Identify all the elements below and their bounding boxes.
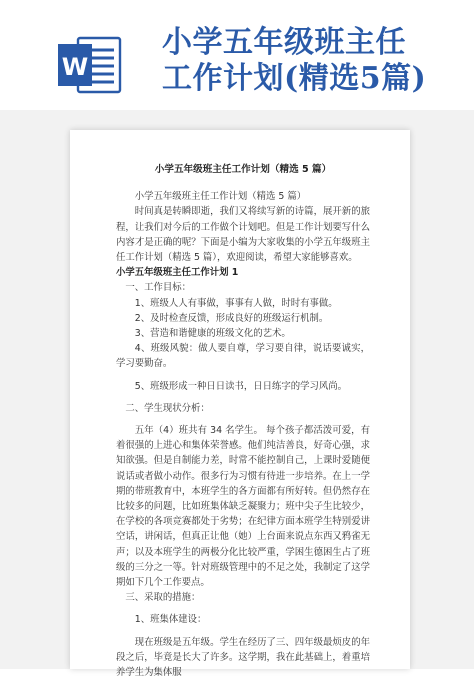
section-heading: 小学五年级班主任工作计划 1 <box>116 267 239 279</box>
document-paragraph: 2、及时检查反馈，形成良好的班级运行机制。 <box>134 312 329 324</box>
banner-title-line-2: 工作计划(精选5篇) <box>162 61 427 96</box>
document-paragraph: 3、营造和谐健康的班级文化的艺术。 <box>134 328 291 340</box>
document-paragraph: 五年（4）班共有 34 名学生。 每个孩子都活泼可爱，有着很强的上进心和集体荣誉感。他们纯洁善良，好奇心强，求知欲强。但是自制能力差，时常不能控制自己，上课时爱随便说话或者做小动作。很多行为习惯有待进一步培养。在上一学期的带班教育中，本班学生的各方面都有所好转。但仍然存在比较多的问题，比如班集体缺乏凝聚力；班中尖子生比较少，在学校的各项竞赛都处于劣势；在纪律方面本班学生特别爱讲空话，讲闲话，但真正让他（她）上台面来说点东西又鸦雀无声；以及本班学生的两极分化比较严重，学困生德困生占了班级的三分之一等。针对班级管理中的不足之处，我制定了这学期如下几个工作要点。 <box>116 425 370 589</box>
document-paragraph: 1、班集体建设： <box>134 614 207 626</box>
banner-title-line-1: 小学五年级班主任 <box>162 25 406 60</box>
document-paragraph: 5、班级形成一种日日读书，日日练字的学习风尚。 <box>134 380 348 392</box>
document-page <box>70 130 410 679</box>
document-paragraph: 4、班级风貌：做人要自尊，学习要自律，说话要诚实，学习要勤奋。 <box>116 343 370 370</box>
document-paragraph: 二、学生现状分析： <box>125 402 210 414</box>
svg-text:W: W <box>61 53 89 81</box>
document-paragraph: 现在班级是五年级。学生在经历了三、四年级最烦皮的年段之后，毕竟是长大了许多。这学期，我在此基础上，着重培养学生为集体服 <box>116 636 370 679</box>
document-paragraph: 小学五年级班主任工作计划（精选 5 篇） <box>134 191 307 203</box>
document-paragraph: 一、工作目标： <box>125 282 192 294</box>
document-paragraph: 三、采取的措施： <box>125 592 201 604</box>
header-banner <box>0 0 474 110</box>
document-paragraph: 时间真是转瞬即逝，我们又将续写新的诗篇，展开新的旅程，让我们对今后的工作做个计划吧。但是工作计划要写什么内容才是正确的呢？下面是小编为大家收集的小学五年级班主任工作计划（精选 5 篇），欢迎阅读，希望大家能够喜欢。 <box>116 206 370 264</box>
document-content <box>116 162 370 680</box>
word-icon <box>56 34 122 96</box>
document-title: 小学五年级班主任工作计划（精选 5 篇） <box>154 164 332 175</box>
document-paragraph: 1、班级人人有事做，事事有人做，时时有事做。 <box>134 297 338 309</box>
